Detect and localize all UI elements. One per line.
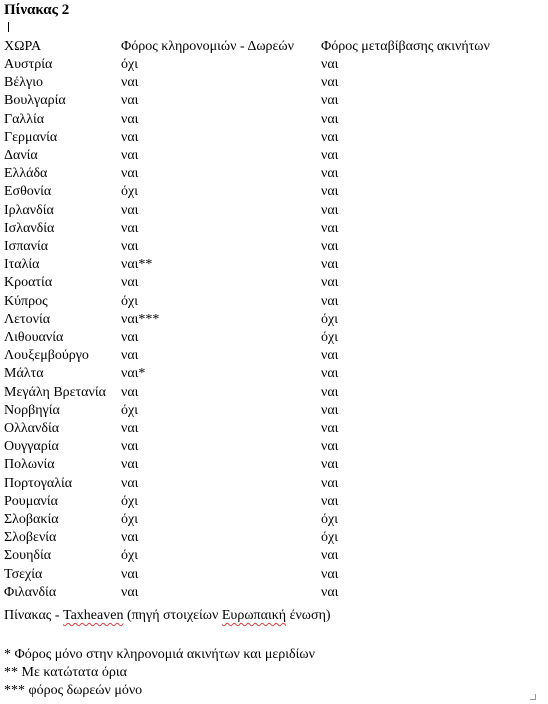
property-transfer-cell: ναι	[321, 111, 339, 127]
property-transfer-cell: ναι	[321, 548, 339, 564]
country-cell: Λετονία	[4, 311, 51, 327]
property-transfer-cell: ναι	[321, 166, 339, 182]
inheritance-tax-cell: όχι	[121, 548, 138, 564]
country-cell: Σλοβακία	[4, 512, 59, 527]
inheritance-tax-cell: ναι	[121, 111, 139, 127]
country-cell: Βουλγαρία	[4, 93, 66, 109]
inheritance-tax-cell: ναι	[121, 457, 139, 473]
property-transfer-cell: όχι	[321, 311, 338, 327]
country-cell: Ισπανία	[4, 239, 49, 254]
property-transfer-cell: ναι	[321, 457, 339, 473]
inheritance-tax-cell: ναι	[121, 202, 139, 218]
inheritance-tax-cell: ναι***	[121, 311, 160, 327]
caption-source-name: Taxheaven	[63, 608, 124, 623]
property-transfer-cell: ναι	[321, 275, 339, 291]
property-transfer-cell: ναι	[321, 348, 339, 364]
country-cell: Γαλλία	[4, 111, 45, 127]
property-transfer-cell: ναι	[321, 475, 339, 491]
inheritance-tax-cell: ναι	[121, 475, 139, 491]
inheritance-tax-cell: ναι	[121, 239, 139, 254]
country-cell: Ρουμανία	[4, 493, 58, 509]
property-transfer-cell: ναι	[321, 202, 339, 218]
inheritance-tax-cell: ναι	[121, 348, 139, 364]
property-transfer-cell: ναι	[321, 220, 339, 236]
inheritance-tax-cell: ναι**	[121, 257, 153, 273]
property-transfer-cell: ναι	[321, 402, 339, 418]
table-caption	[4, 607, 331, 625]
inheritance-tax-cell: ναι	[121, 75, 139, 91]
inheritance-tax-cell: ναι	[121, 93, 139, 109]
footnote-single-star: * Φόρος μόνο στην κληρονομιά ακινήτων και μεριδίων	[4, 647, 315, 662]
country-cell: Πορτογαλία	[4, 475, 73, 491]
inheritance-tax-cell: όχι	[121, 512, 138, 527]
property-transfer-cell: όχι	[321, 530, 338, 546]
property-transfer-cell: ναι	[321, 57, 339, 72]
inheritance-tax-cell: ναι	[121, 166, 139, 182]
property-transfer-cell: ναι	[321, 584, 339, 600]
text-cursor	[8, 22, 9, 32]
property-transfer-cell: ναι	[321, 93, 339, 109]
property-transfer-cell: ναι	[321, 184, 339, 200]
property-transfer-cell: ναι	[321, 148, 339, 163]
inheritance-tax-cell: ναι	[121, 566, 139, 582]
property-transfer-cell: ναι	[321, 439, 339, 455]
country-cell: Αυστρία	[4, 57, 53, 72]
country-cell: Πολωνία	[4, 457, 55, 473]
caption-suffix: ένωση)	[286, 608, 331, 623]
page-corner-mark	[530, 694, 536, 700]
header-inheritance-tax: Φόρος κληρονομιών - Δωρεών	[121, 39, 294, 54]
country-cell: Τσεχία	[4, 566, 43, 582]
caption-middle: (πηγή στοιχείων	[123, 608, 222, 623]
inheritance-tax-cell: όχι	[121, 293, 138, 309]
inheritance-tax-cell: ναι	[121, 584, 139, 600]
country-cell: Φιλανδία	[4, 584, 57, 600]
country-cell: Σουηδία	[4, 548, 52, 564]
inheritance-tax-cell: όχι	[121, 57, 138, 72]
property-transfer-cell: ναι	[321, 384, 339, 400]
inheritance-tax-cell: ναι	[121, 330, 139, 345]
property-transfer-cell: όχι	[321, 512, 338, 527]
inheritance-tax-cell: ναι	[121, 129, 139, 145]
property-transfer-cell: ναι	[321, 421, 339, 436]
country-cell: Ισλανδία	[4, 220, 55, 236]
footnote-triple-star: *** φόρος δωρεών μόνο	[4, 683, 143, 698]
property-transfer-cell: ναι	[321, 257, 339, 273]
table-title: Πίνακας 2	[4, 2, 70, 18]
inheritance-tax-cell: ναι	[121, 275, 139, 291]
country-cell: Κύπρος	[4, 293, 48, 309]
property-transfer-cell: ναι	[321, 366, 339, 382]
inheritance-tax-cell: ναι	[121, 220, 139, 236]
property-transfer-cell: όχι	[321, 330, 338, 345]
country-cell: Κροατία	[4, 275, 53, 291]
caption-source-adjective: Ευρωπαική	[221, 608, 287, 623]
caption-prefix: Πίνακας -	[4, 608, 64, 623]
property-transfer-cell: ναι	[321, 239, 339, 254]
inheritance-tax-cell: ναι	[121, 384, 139, 400]
country-cell: Ουγγαρία	[4, 439, 59, 455]
inheritance-tax-cell: ναι*	[121, 366, 146, 382]
inheritance-tax-cell: ναι	[121, 530, 139, 546]
inheritance-tax-cell: ναι	[121, 439, 139, 455]
inheritance-tax-cell: όχι	[121, 493, 138, 509]
country-cell: Νορβηγία	[4, 402, 60, 418]
property-transfer-cell: ναι	[321, 293, 339, 309]
inheritance-tax-cell: ναι	[121, 421, 139, 436]
header-property-transfer-tax: Φόρος μεταβίβασης ακινήτων	[321, 39, 490, 54]
country-cell: Δανία	[4, 148, 38, 163]
country-cell: Εσθονία	[4, 184, 52, 200]
country-cell: Μεγάλη Βρετανία	[4, 384, 106, 400]
country-cell: Λουξεμβούργο	[4, 348, 89, 364]
inheritance-tax-cell: όχι	[121, 402, 138, 418]
country-cell: Ιταλία	[4, 257, 40, 273]
country-cell: Ελλάδα	[4, 166, 48, 182]
property-transfer-cell: ναι	[321, 75, 339, 91]
footnote-double-star: ** Με κατώτατα όρια	[4, 665, 127, 680]
country-cell: Μάλτα	[4, 366, 44, 382]
country-cell: Ολλανδία	[4, 421, 60, 436]
country-cell: Λιθουανία	[4, 330, 64, 345]
country-cell: Γερμανία	[4, 129, 58, 145]
property-transfer-cell: ναι	[321, 566, 339, 582]
property-transfer-cell: ναι	[321, 493, 339, 509]
country-cell: Ιρλανδία	[4, 202, 54, 218]
country-cell: Σλοβενία	[4, 530, 57, 546]
country-cell: Βέλγιο	[4, 75, 43, 91]
header-country: ΧΩΡΑ	[4, 39, 42, 54]
property-transfer-cell: ναι	[321, 129, 339, 145]
inheritance-tax-cell: ναι	[121, 148, 139, 163]
inheritance-tax-cell: όχι	[121, 184, 138, 200]
